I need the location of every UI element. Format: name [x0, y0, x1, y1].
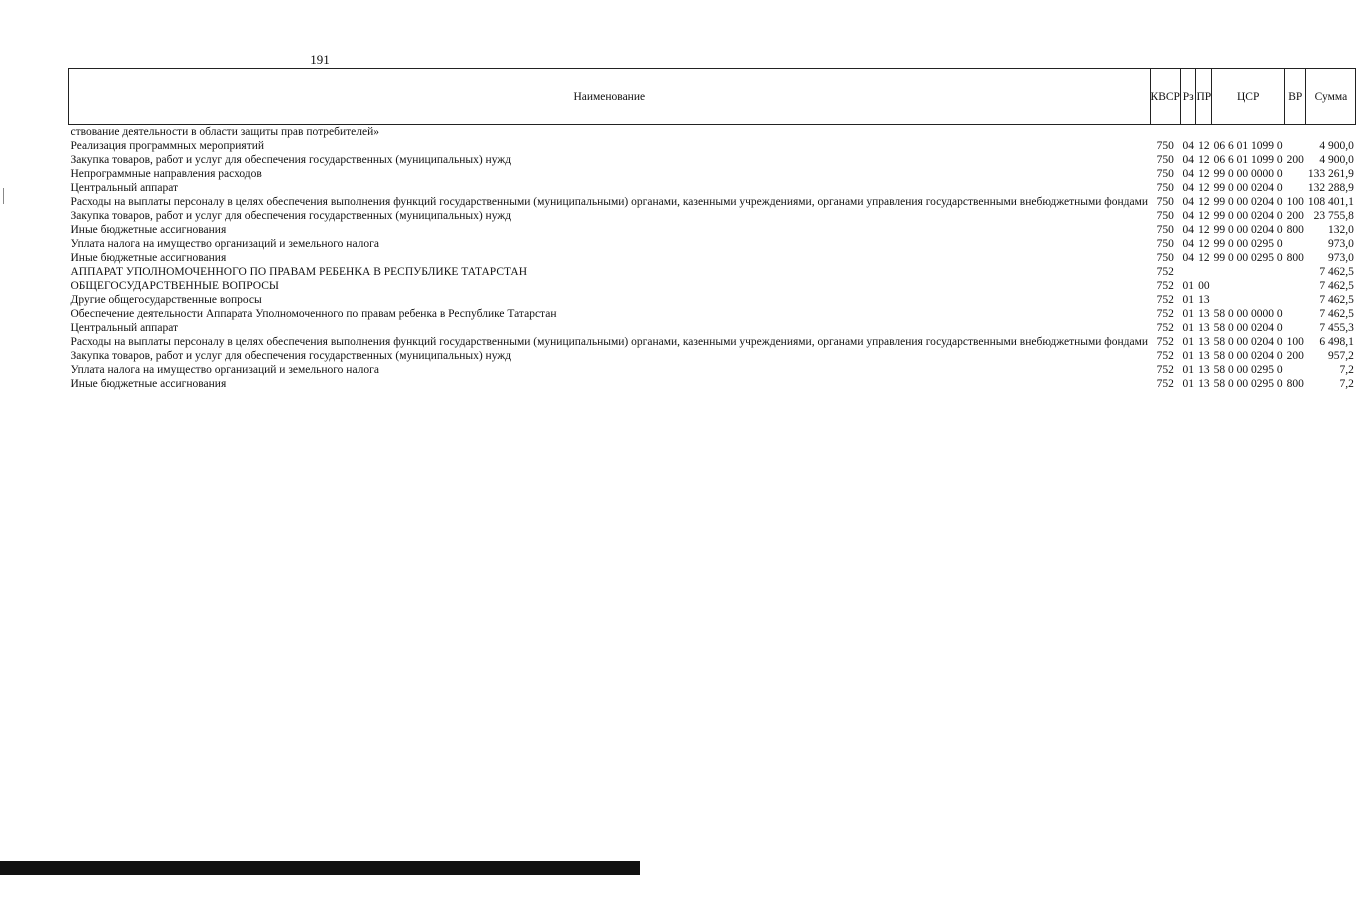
cell-name: Непрограммные направления расходов [70, 168, 262, 180]
cell-csr [1212, 279, 1285, 293]
cell-kvsr: 750 [1156, 154, 1174, 166]
header-rz: Рз [1180, 69, 1196, 125]
cell-sum: 132 288,9 [1307, 182, 1354, 194]
cell-rz: 04 [1182, 224, 1194, 236]
cell-sum: 4 900,0 [1319, 154, 1354, 166]
cell-rz: 01 [1182, 364, 1194, 376]
cell-kvsr: 750 [1156, 252, 1174, 264]
cell-sum: 7 462,5 [1319, 280, 1354, 292]
cell-pr: 12 [1198, 140, 1210, 152]
cell-vr: 800 [1286, 224, 1304, 236]
cell-sum: 6 498,1 [1319, 336, 1354, 348]
cell-rz: 01 [1182, 378, 1194, 390]
cell-vr: 200 [1286, 154, 1304, 166]
cell-rz: 01 [1182, 294, 1194, 306]
cell-pr [1196, 125, 1212, 140]
header-csr: ЦСР [1212, 69, 1285, 125]
table-row [69, 293, 1356, 307]
cell-pr: 12 [1198, 238, 1210, 250]
table-row [69, 139, 1356, 153]
cell-name: Закупка товаров, работ и услуг для обеспечения государственных (муниципальных) нужд [70, 210, 512, 222]
cell-vr: 100 [1286, 336, 1304, 348]
scan-bottom-border [0, 861, 640, 875]
cell-vr [1285, 265, 1306, 279]
cell-kvsr: 752 [1156, 350, 1174, 362]
cell-name: Реализация программных мероприятий [70, 140, 265, 152]
cell-vr [1285, 279, 1306, 293]
cell-csr: 99 0 00 0295 0 [1213, 252, 1283, 264]
cell-pr [1196, 265, 1212, 279]
header-vr: ВР [1285, 69, 1306, 125]
cell-pr: 13 [1198, 308, 1210, 320]
cell-pr: 13 [1198, 364, 1210, 376]
table-row [69, 251, 1356, 265]
cell-sum: 973,0 [1328, 252, 1354, 264]
cell-rz: 01 [1182, 336, 1194, 348]
cell-sum: 23 755,8 [1313, 210, 1354, 222]
cell-sum: 7 462,5 [1319, 294, 1354, 306]
table-row [69, 363, 1356, 377]
cell-csr: 58 0 00 0000 0 [1213, 308, 1283, 320]
cell-csr: 06 6 01 1099 0 [1213, 154, 1283, 166]
header-sum: Сумма [1306, 69, 1356, 125]
cell-pr: 12 [1198, 210, 1210, 222]
cell-name: ОБЩЕГОСУДАРСТВЕННЫЕ ВОПРОСЫ [70, 280, 279, 292]
cell-name: Закупка товаров, работ и услуг для обеспечения государственных (муниципальных) нужд [70, 350, 512, 362]
table-row [69, 349, 1356, 363]
cell-vr [1285, 181, 1306, 195]
cell-kvsr: 750 [1156, 224, 1174, 236]
table-row [69, 321, 1356, 335]
cell-rz: 04 [1182, 252, 1194, 264]
cell-csr: 58 0 00 0295 0 [1213, 378, 1283, 390]
cell-kvsr: 752 [1156, 322, 1174, 334]
cell-kvsr: 750 [1156, 168, 1174, 180]
cell-csr [1212, 293, 1285, 307]
cell-vr [1285, 307, 1306, 321]
cell-sum: 108 401,1 [1307, 196, 1354, 208]
cell-vr [1285, 363, 1306, 377]
cell-vr: 800 [1286, 252, 1304, 264]
table-row [69, 167, 1356, 181]
cell-pr: 12 [1198, 196, 1210, 208]
cell-csr: 06 6 01 1099 0 [1213, 140, 1283, 152]
cell-name: Уплата налога на имущество организаций и земельного налога [70, 364, 379, 376]
table-row [69, 377, 1356, 391]
cell-csr: 99 0 00 0204 0 [1213, 224, 1283, 236]
cell-vr [1285, 237, 1306, 251]
cell-name: Другие общегосударственные вопросы [70, 294, 262, 306]
cell-kvsr: 750 [1156, 238, 1174, 250]
cell-rz: 01 [1182, 350, 1194, 362]
cell-sum [1306, 125, 1356, 140]
cell-rz: 01 [1182, 280, 1194, 292]
cell-vr [1285, 139, 1306, 153]
cell-pr: 12 [1198, 154, 1210, 166]
cell-csr: 99 0 00 0000 0 [1213, 168, 1283, 180]
table-body [69, 125, 1356, 392]
cell-vr: 200 [1286, 210, 1304, 222]
table-row [69, 125, 1356, 140]
header-pr: ПР [1196, 69, 1212, 125]
cell-pr: 12 [1198, 182, 1210, 194]
cell-name: Иные бюджетные ассигнования [70, 378, 227, 390]
cell-kvsr: 752 [1156, 280, 1174, 292]
cell-name: ствование деятельности в области защиты прав потребителей» [70, 126, 379, 138]
cell-rz: 01 [1182, 322, 1194, 334]
cell-sum: 957,2 [1328, 350, 1354, 362]
table-row [69, 265, 1356, 279]
cell-kvsr: 750 [1156, 182, 1174, 194]
table-row [69, 181, 1356, 195]
cell-rz: 04 [1182, 154, 1194, 166]
cell-rz: 04 [1182, 168, 1194, 180]
cell-csr [1212, 265, 1285, 279]
cell-kvsr: 750 [1156, 210, 1174, 222]
cell-kvsr [1150, 125, 1180, 140]
cell-pr: 12 [1198, 224, 1210, 236]
cell-name: Расходы на выплаты персоналу в целях обеспечения выполнения функций государственными (муниципальными) органами, казенными учреждениями, органами управления государственными внебюджетными фондами [70, 336, 1149, 348]
cell-name: Уплата налога на имущество организаций и земельного налога [70, 238, 379, 250]
cell-name: Иные бюджетные ассигнования [70, 224, 227, 236]
cell-sum: 7 462,5 [1319, 266, 1354, 278]
cell-vr: 800 [1286, 378, 1304, 390]
cell-csr: 58 0 00 0204 0 [1213, 322, 1283, 334]
cell-kvsr: 752 [1156, 336, 1174, 348]
table-row [69, 223, 1356, 237]
page-number: 191 [310, 52, 330, 67]
cell-name: Обеспечение деятельности Аппарата Уполномоченного по правам ребенка в Республике Татарстан [70, 308, 557, 320]
table-row [69, 153, 1356, 167]
cell-rz: 04 [1182, 182, 1194, 194]
table-row [69, 209, 1356, 223]
cell-rz: 01 [1182, 308, 1194, 320]
cell-rz: 04 [1182, 210, 1194, 222]
cell-csr [1212, 125, 1285, 140]
cell-pr: 00 [1198, 280, 1210, 292]
table-row [69, 307, 1356, 321]
cell-csr: 58 0 00 0204 0 [1213, 350, 1283, 362]
cell-sum: 4 900,0 [1319, 140, 1354, 152]
cell-sum: 973,0 [1328, 238, 1354, 250]
table-header-row [69, 69, 1356, 125]
cell-pr: 13 [1198, 378, 1210, 390]
table-row [69, 237, 1356, 251]
cell-csr: 99 0 00 0295 0 [1213, 238, 1283, 250]
cell-sum: 7 462,5 [1319, 308, 1354, 320]
cell-pr: 13 [1198, 336, 1210, 348]
cell-sum: 132,0 [1328, 224, 1354, 236]
cell-rz: 04 [1182, 238, 1194, 250]
cell-kvsr: 750 [1156, 196, 1174, 208]
cell-pr: 12 [1198, 168, 1210, 180]
cell-rz [1180, 125, 1196, 140]
table-row [69, 279, 1356, 293]
cell-name: Закупка товаров, работ и услуг для обеспечения государственных (муниципальных) нужд [70, 154, 512, 166]
cell-kvsr: 752 [1156, 294, 1174, 306]
budget-table [68, 68, 1356, 391]
cell-vr [1285, 321, 1306, 335]
cell-sum: 7,2 [1339, 378, 1354, 390]
cell-csr: 99 0 00 0204 0 [1213, 210, 1283, 222]
header-name: Наименование [69, 69, 1151, 125]
cell-name: Иные бюджетные ассигнования [70, 252, 227, 264]
cell-rz: 04 [1182, 140, 1194, 152]
table-row [69, 195, 1356, 209]
cell-kvsr: 752 [1156, 364, 1174, 376]
cell-rz: 04 [1182, 196, 1194, 208]
cell-sum: 133 261,9 [1307, 168, 1354, 180]
cell-vr [1285, 167, 1306, 181]
table-row [69, 335, 1356, 349]
cell-sum: 7,2 [1339, 364, 1354, 376]
cell-csr: 99 0 00 0204 0 [1213, 196, 1283, 208]
cell-pr: 13 [1198, 294, 1210, 306]
cell-csr: 58 0 00 0295 0 [1213, 364, 1283, 376]
cell-name: Расходы на выплаты персоналу в целях обеспечения выполнения функций государственными (муниципальными) органами, казенными учреждениями, органами управления государственными внебюджетными фондами [70, 196, 1149, 208]
cell-kvsr: 752 [1156, 308, 1174, 320]
cell-name: АППАРАТ УПОЛНОМОЧЕННОГО ПО ПРАВАМ РЕБЕНКА В РЕСПУБЛИКЕ ТАТАРСТАН [70, 266, 528, 278]
cell-pr: 12 [1198, 252, 1210, 264]
cell-pr: 13 [1198, 322, 1210, 334]
cell-sum: 7 455,3 [1319, 322, 1354, 334]
cell-csr: 99 0 00 0204 0 [1213, 182, 1283, 194]
header-kvsr: КВСР [1150, 69, 1180, 125]
cell-vr [1285, 293, 1306, 307]
margin-mark [3, 188, 4, 204]
cell-kvsr: 750 [1156, 140, 1174, 152]
cell-csr: 58 0 00 0204 0 [1213, 336, 1283, 348]
cell-vr [1285, 125, 1306, 140]
cell-kvsr: 752 [1156, 378, 1174, 390]
cell-name: Центральный аппарат [70, 182, 179, 194]
cell-name: Центральный аппарат [70, 322, 179, 334]
cell-rz [1180, 265, 1196, 279]
cell-pr: 13 [1198, 350, 1210, 362]
cell-kvsr: 752 [1156, 266, 1174, 278]
cell-vr: 100 [1286, 196, 1304, 208]
cell-vr: 200 [1286, 350, 1304, 362]
